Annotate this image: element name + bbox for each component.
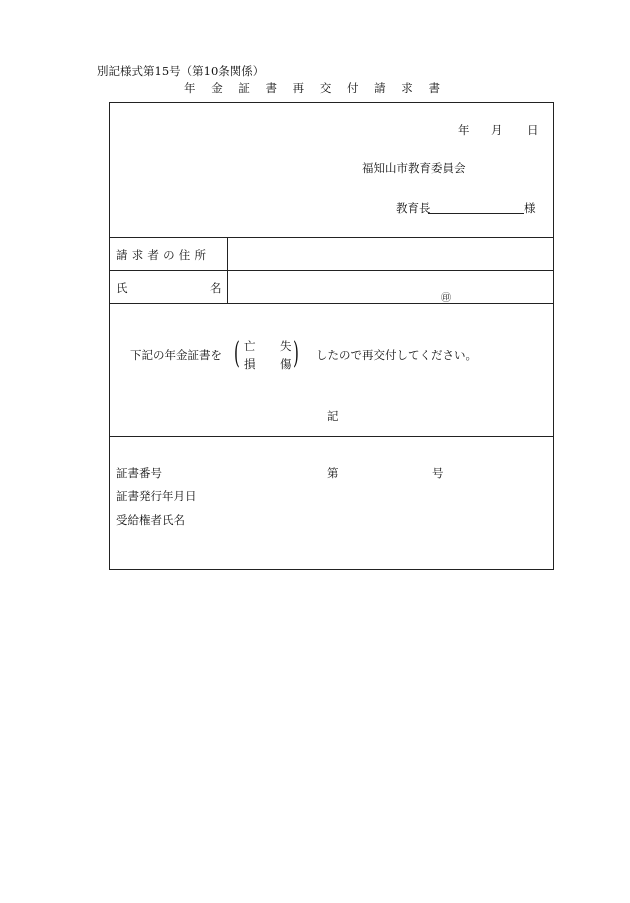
statement-prefix: 下記の年金証書を (130, 348, 222, 362)
issue-date-label: 証書発行年月日 (116, 489, 197, 503)
bracket-right: ) (293, 336, 299, 371)
certificate-number-field[interactable] (342, 465, 428, 481)
addressee-honorific: 様 (524, 201, 536, 215)
certificate-number-prefix: 第 (327, 466, 339, 480)
applicant-address-field[interactable] (234, 247, 544, 265)
divider-name (110, 303, 553, 304)
seal-mark: ㊞ (441, 293, 451, 304)
form-number-label: 別記様式第15号（第10条関係） (97, 64, 265, 78)
divider-address (110, 270, 553, 271)
applicant-address-label: 請求者の住所 (116, 248, 211, 262)
applicant-name-field[interactable] (234, 280, 434, 298)
option-lost-1[interactable]: 亡 (244, 339, 256, 353)
statement-suffix: したので再交付してください。 (316, 348, 477, 362)
bracket-left: ( (234, 336, 240, 371)
option-damaged-2[interactable]: 傷 (280, 357, 292, 371)
recipient-name-field[interactable] (210, 512, 430, 528)
issue-date-field[interactable] (210, 488, 430, 504)
note-heading: 記 (327, 409, 339, 423)
divider-header (110, 237, 553, 238)
option-lost-2[interactable]: 失 (280, 339, 292, 353)
addressee-chief: 教育長 (396, 201, 431, 215)
date-year-label: 年 (458, 123, 470, 137)
chief-name-line[interactable] (428, 213, 524, 214)
addressee-board: 福知山市教育委員会 (362, 161, 466, 175)
certificate-number-suffix: 号 (432, 466, 444, 480)
applicant-name-label-1: 氏 (116, 281, 128, 295)
date-month-label: 月 (491, 123, 503, 137)
divider-statement (110, 436, 553, 437)
applicant-name-label-2: 名 (210, 281, 222, 295)
document-title: 年 金 証 書 再 交 付 請 求 書 (184, 81, 446, 95)
recipient-name-label: 受給権者氏名 (116, 513, 185, 527)
date-day-label: 日 (527, 123, 539, 137)
label-column-divider (227, 237, 228, 303)
certificate-number-label: 証書番号 (116, 466, 162, 480)
form-frame (109, 102, 554, 570)
option-damaged-1[interactable]: 損 (244, 357, 256, 371)
